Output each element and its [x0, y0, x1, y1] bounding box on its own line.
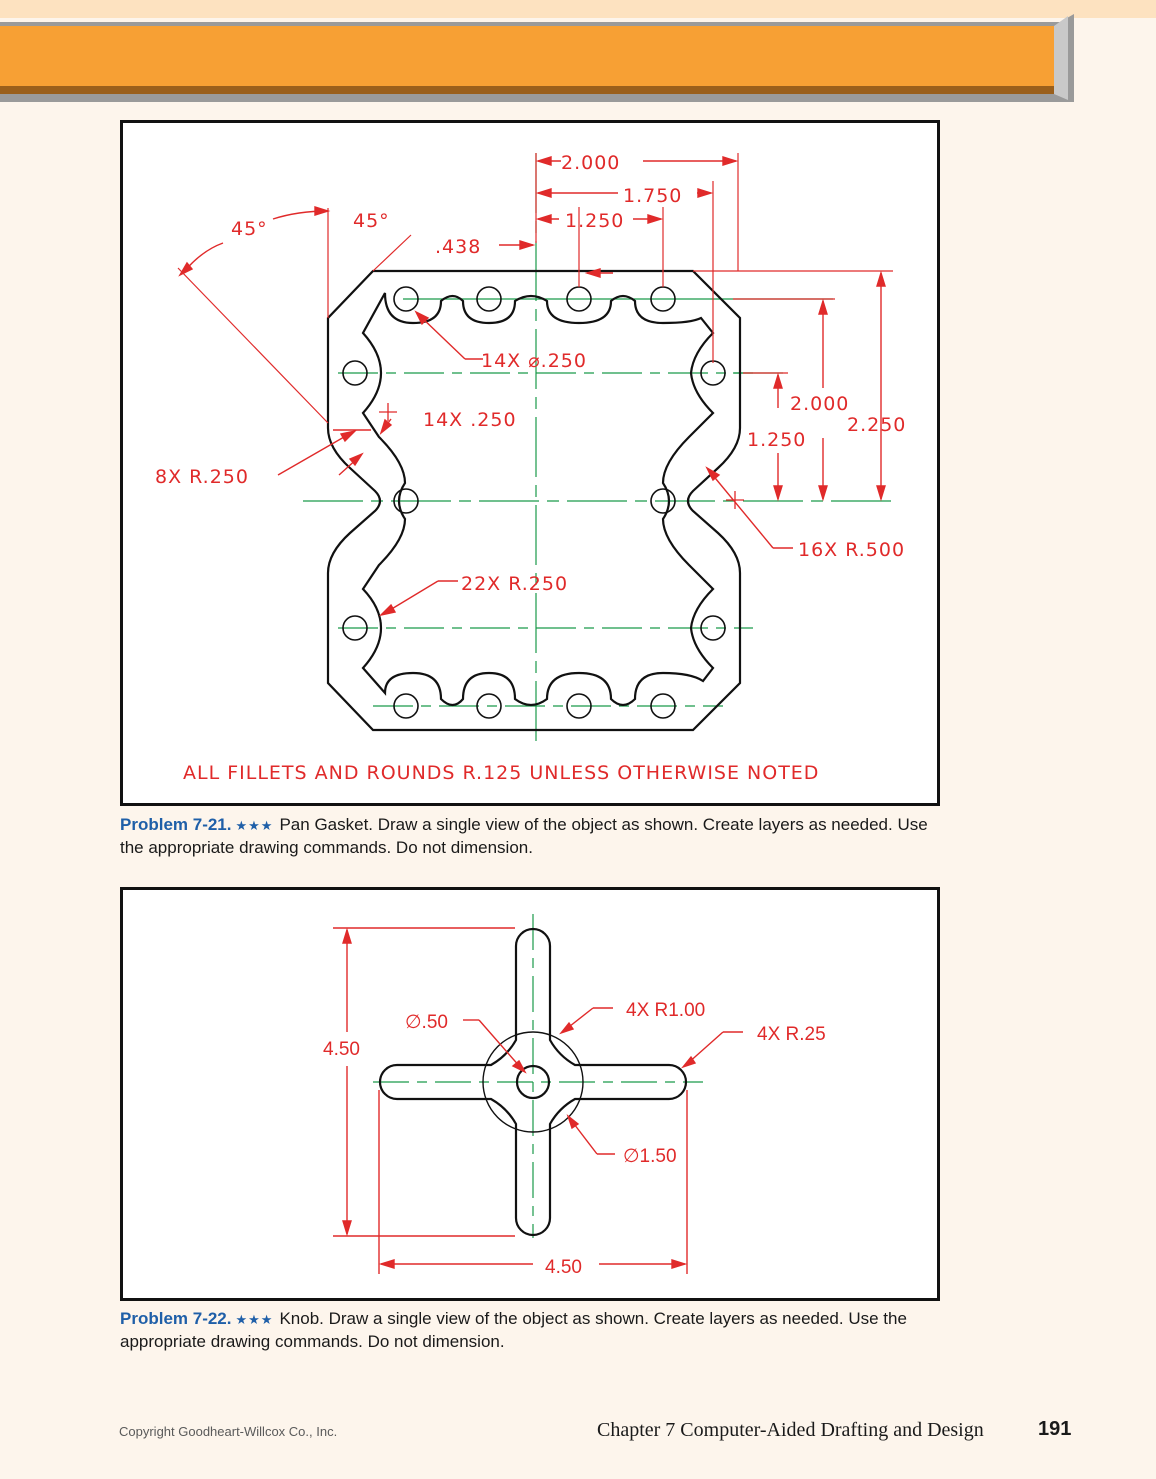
problem-number: Problem 7-22. — [120, 1309, 232, 1328]
callout-round-22x: 22X R.250 — [461, 573, 569, 595]
problem-number: Problem 7-21. — [120, 815, 232, 834]
dim-438: .438 — [435, 236, 482, 258]
dim-1750: 1.750 — [623, 185, 683, 207]
dim-height: 4.50 — [323, 1039, 360, 1060]
dim-1250-right: 1.250 — [747, 429, 807, 451]
general-note: ALL FILLETS AND ROUNDS R.125 UNLESS OTHERWISE NOTED — [183, 762, 820, 784]
gasket-dimension-lines — [180, 157, 885, 615]
copyright-notice: Copyright Goodheart-Willcox Co., Inc. — [119, 1424, 338, 1439]
callout-center-hole: ∅.50 — [405, 1012, 448, 1033]
dim-2250: 2.250 — [847, 414, 907, 436]
callout-round-16x: 16X R.500 — [798, 539, 906, 561]
callout-fillets: 4X R1.00 — [626, 1000, 706, 1021]
dim-2000-right: 2.000 — [790, 393, 850, 415]
dim-angle-right: 45° — [353, 210, 390, 232]
page-number: 191 — [1038, 1418, 1072, 1440]
dim-width: 4.50 — [545, 1257, 582, 1278]
callout-marks: 14X .250 — [423, 409, 517, 431]
knob-drawing — [123, 890, 937, 1298]
callout-round-8x: 8X R.250 — [155, 466, 249, 488]
figure-knob — [120, 887, 940, 1301]
dim-1250-top: 1.250 — [565, 210, 625, 232]
callout-holes: 14X ⌀.250 — [481, 350, 587, 372]
figure-pan-gasket — [120, 120, 940, 806]
caption-problem-7-22 — [120, 1308, 940, 1353]
header-banner — [0, 0, 1156, 110]
dim-2000-top: 2.000 — [561, 152, 621, 174]
dim-angle-left: 45° — [231, 218, 268, 240]
callout-ends: 4X R.25 — [757, 1024, 826, 1045]
pan-gasket-drawing — [123, 123, 937, 803]
knob-dimension-lines — [333, 928, 743, 1274]
problem-text: Pan Gasket. Draw a single view of the object as shown. Create layers as needed. Use the appropriate drawing commands. Do not dimension. — [120, 815, 928, 857]
difficulty-stars: ★★★ — [235, 1312, 274, 1327]
knob-centerlines — [373, 914, 706, 1238]
callout-hub: ∅1.50 — [623, 1146, 677, 1167]
chapter-title: Chapter 7 Computer-Aided Drafting and Design — [597, 1419, 984, 1441]
caption-problem-7-21 — [120, 814, 940, 859]
difficulty-stars: ★★★ — [235, 818, 274, 833]
problem-text: Knob. Draw a single view of the object as shown. Create layers as needed. Use the appropriate drawing commands. Do not dimension. — [120, 1309, 907, 1351]
